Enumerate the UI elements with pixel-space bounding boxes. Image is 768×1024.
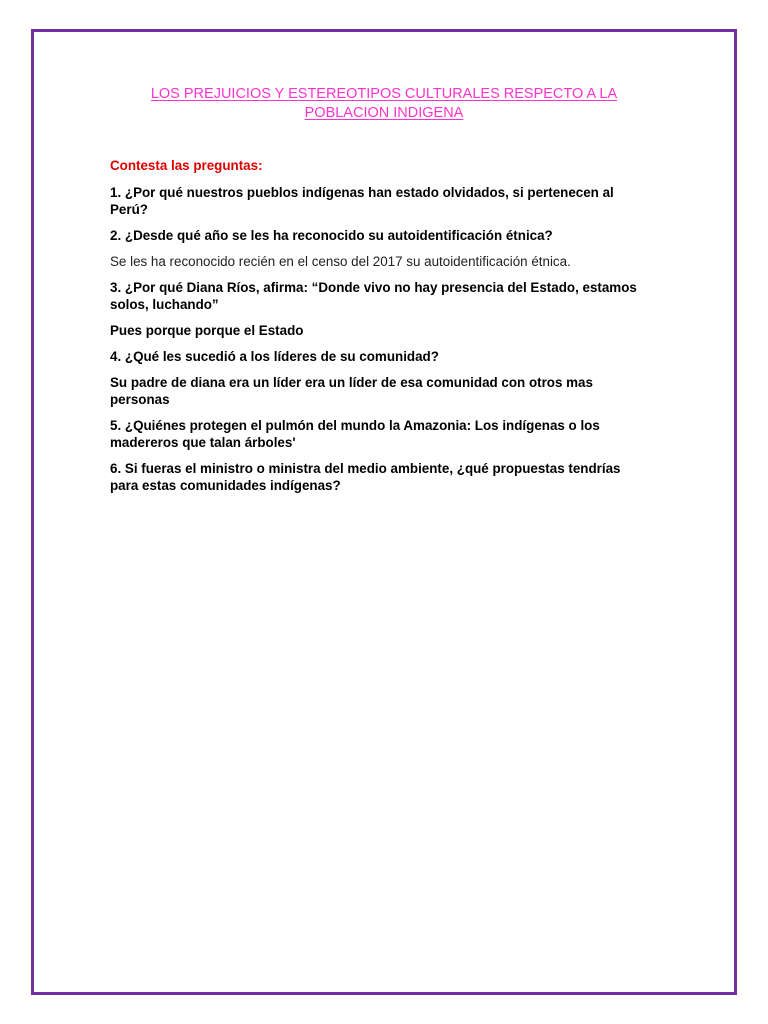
question-6: 6. Si fueras el ministro o ministra del medio ambiente, ¿qué propuestas tendrías para estas comunidades indígenas?: [110, 461, 621, 493]
question-4: 4. ¿Qué les sucedió a los líderes de su comunidad?: [110, 349, 439, 364]
title-line-1: LOS PREJUICIOS Y ESTEREOTIPOS CULTURALES RESPECTO A LA: [150, 86, 618, 102]
instruction-text: Contesta las preguntas:: [110, 158, 263, 173]
answer-2: Se les ha reconocido recién en el censo del 2017 su autoidentificación étnica.: [110, 254, 571, 269]
title-line-2: POBLACION INDIGENA: [304, 105, 464, 121]
question-5: 5. ¿Quiénes protegen el pulmón del mundo la Amazonia: Los indígenas o los madereros que talan árboles': [110, 418, 600, 450]
document-title: [34, 85, 734, 123]
document-body: [110, 157, 650, 503]
question-1: 1. ¿Por qué nuestros pueblos indígenas han estado olvidados, si pertenecen al Perú?: [110, 185, 614, 217]
answer-3: Pues porque porque el Estado: [110, 323, 304, 338]
question-3: 3. ¿Por qué Diana Ríos, afirma: “Donde vivo no hay presencia del Estado, estamos solos, luchando”: [110, 280, 637, 312]
question-2: 2. ¿Desde qué año se les ha reconocido su autoidentificación étnica?: [110, 228, 553, 243]
answer-4: Su padre de diana era un líder era un líder de esa comunidad con otros mas personas: [110, 375, 593, 407]
